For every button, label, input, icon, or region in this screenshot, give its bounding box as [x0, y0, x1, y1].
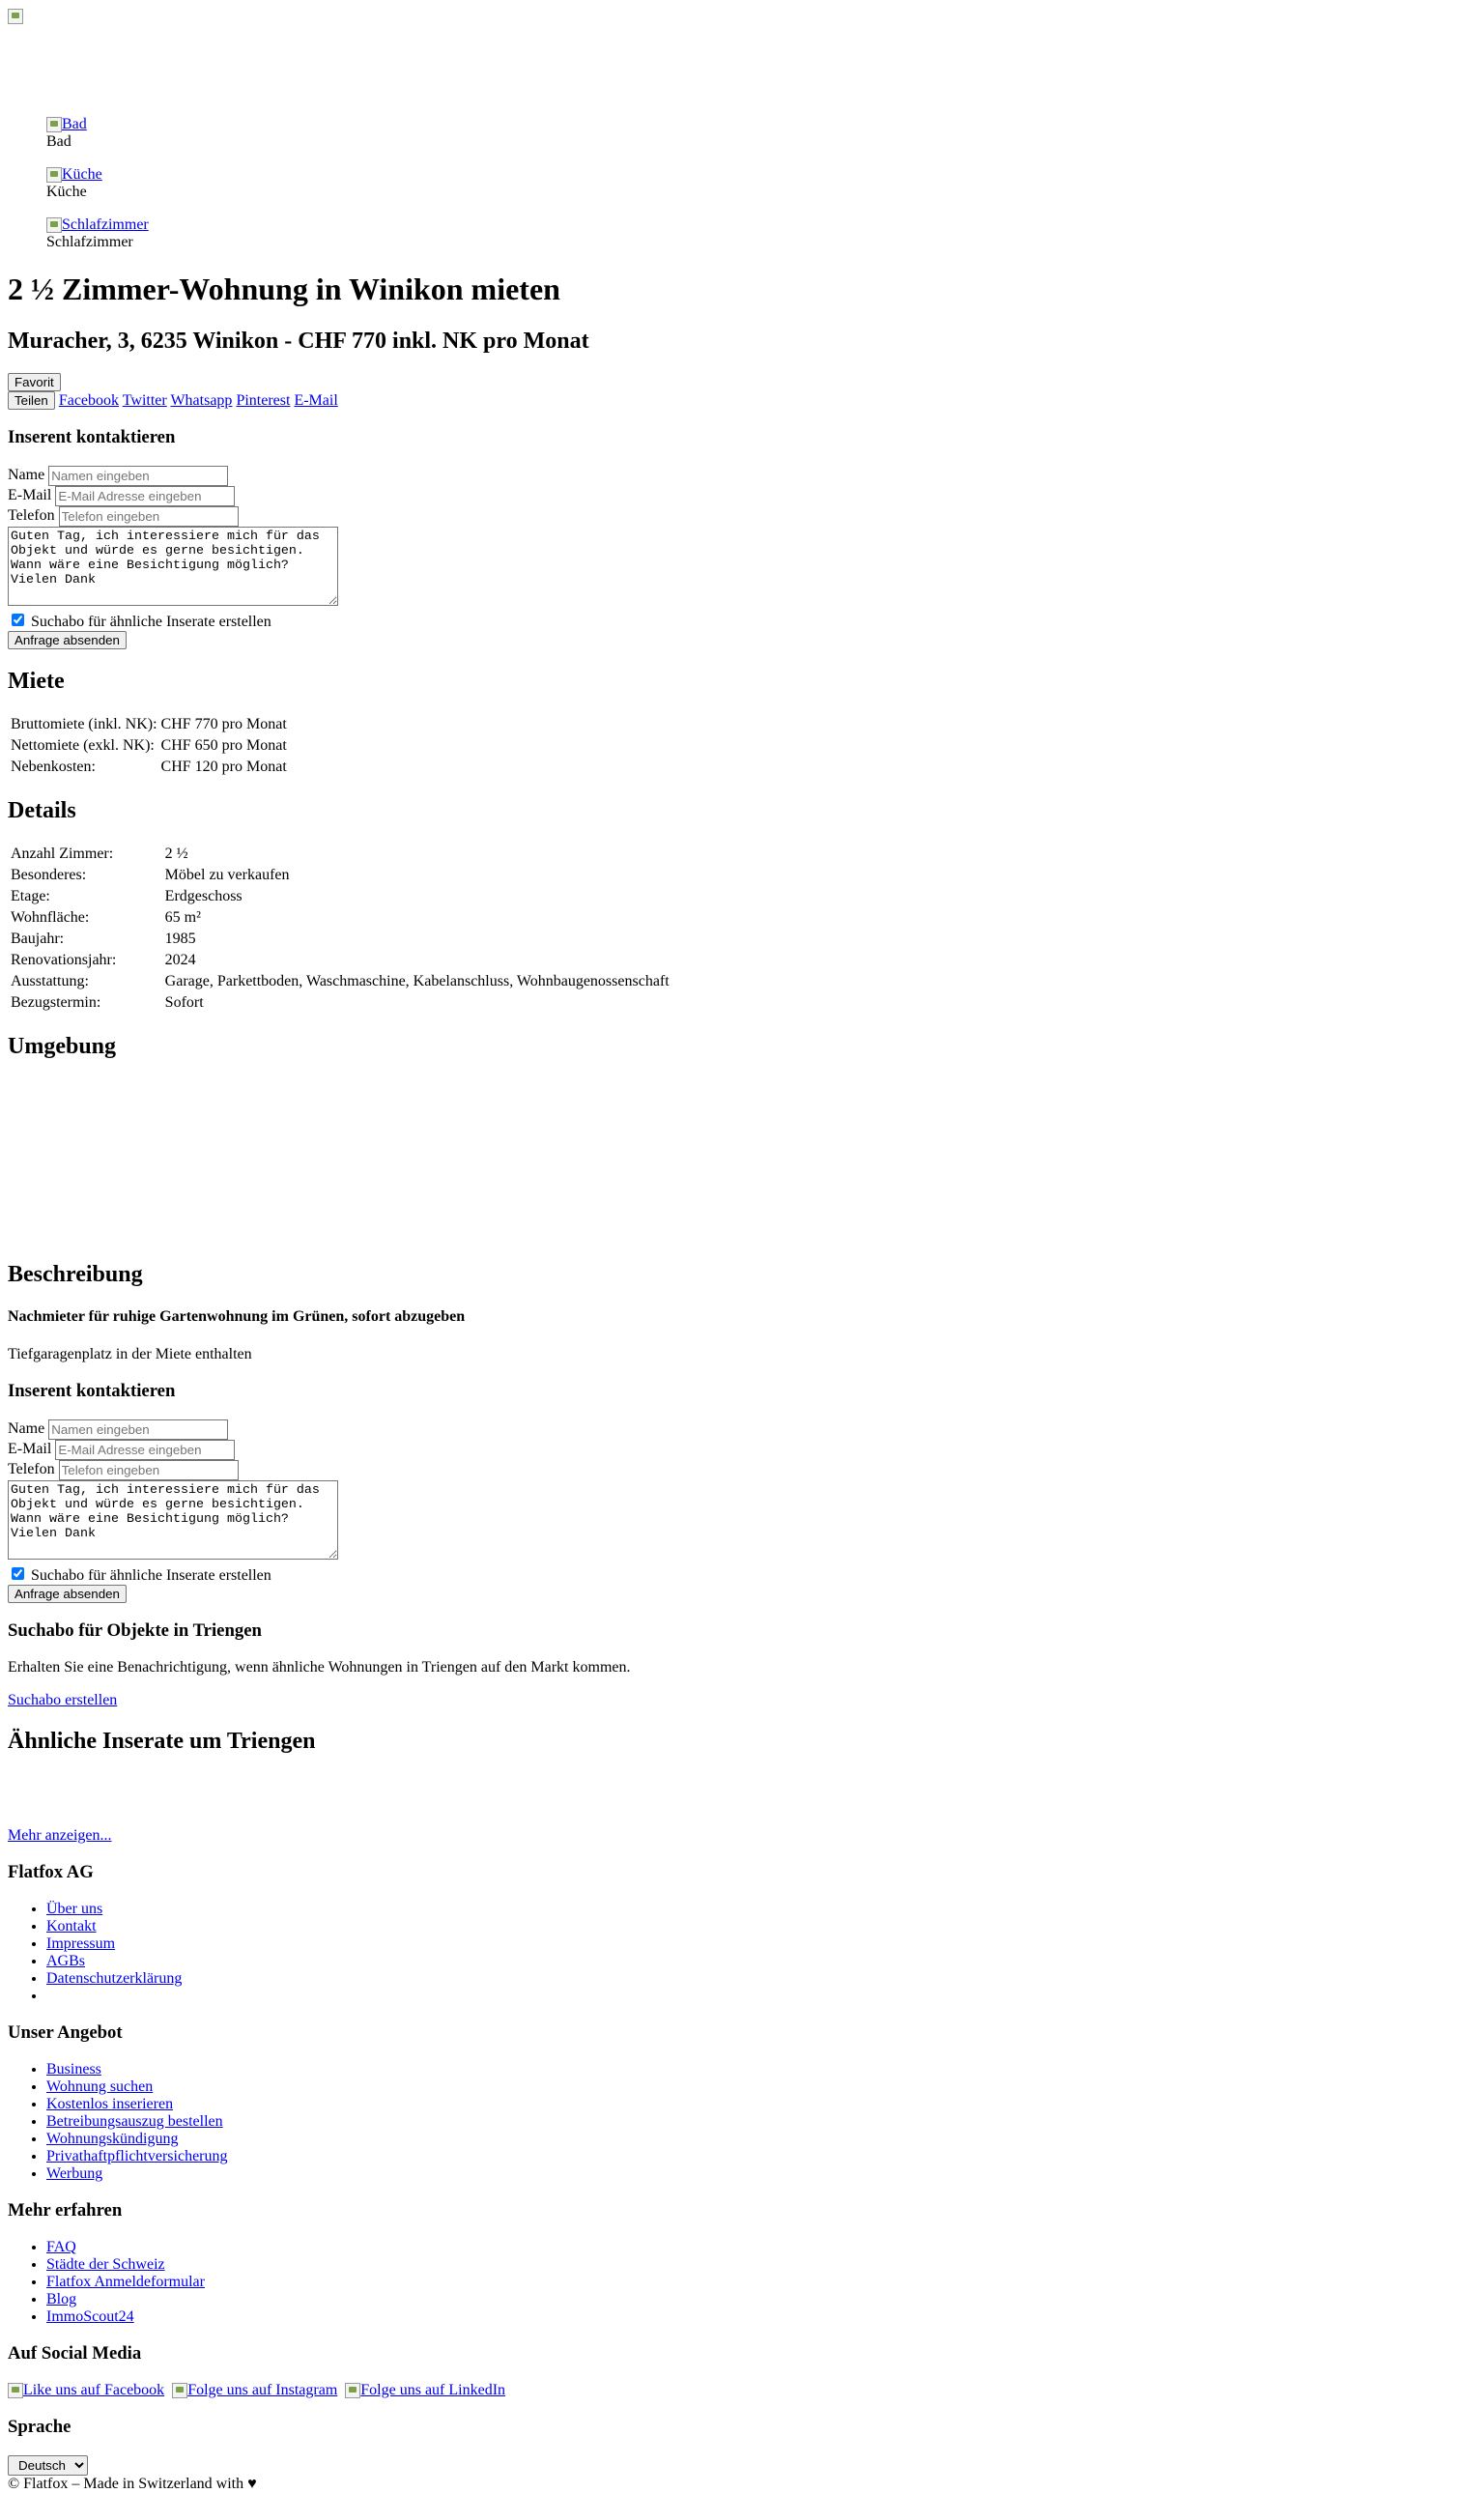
- gallery-image-alt[interactable]: Bad: [62, 116, 87, 132]
- message-row: [8, 1480, 1476, 1564]
- list-item: [46, 1918, 1476, 1935]
- terms-link[interactable]: AGBs: [46, 1953, 86, 1969]
- name-label: Name: [8, 1420, 45, 1438]
- logo[interactable]: [8, 8, 1476, 25]
- details-value: Erdgeschoss: [164, 888, 243, 904]
- table-row: [10, 736, 288, 756]
- phone-row: [8, 506, 1476, 527]
- email-input[interactable]: [55, 486, 235, 506]
- rent-heading: Miete: [8, 669, 65, 694]
- footer-company-heading: Flatfox AG: [8, 1862, 94, 1882]
- list-item: [46, 2131, 1476, 2148]
- list-item: [46, 1901, 1476, 1918]
- footer-social-heading: Auf Social Media: [8, 2343, 142, 2364]
- list-item-empty: [46, 1988, 1476, 2005]
- share-facebook-link[interactable]: Facebook: [58, 392, 120, 409]
- message-row: [8, 527, 1476, 611]
- subscribe-label[interactable]: Suchabo für ähnliche Inserate erstellen: [31, 1567, 271, 1584]
- gallery-link-bad[interactable]: [46, 116, 87, 132]
- email-row: [8, 486, 1476, 506]
- rent-label: Bruttomiete (inkl. NK):: [11, 716, 157, 732]
- list-item: [46, 2148, 1476, 2165]
- social-links: [8, 2382, 1476, 2399]
- table-row: [10, 908, 881, 928]
- facebook-icon[interactable]: [8, 2383, 23, 2398]
- list-item: [46, 2096, 1476, 2113]
- contact-link[interactable]: Kontakt: [46, 1918, 97, 1934]
- liability-insurance-link[interactable]: Privathaftpflichtversicherung: [46, 2148, 228, 2164]
- details-value: 65 m²: [164, 909, 201, 926]
- copyright: [8, 2476, 1476, 2493]
- footer-learn-links: [8, 2239, 1476, 2326]
- description-text: Tiefgaragenplatz in der Miete enthalten: [8, 1346, 252, 1362]
- share-twitter-link[interactable]: Twitter: [122, 392, 167, 409]
- list-item: [46, 2256, 1476, 2274]
- favorite-button[interactable]: Favorit: [8, 373, 61, 391]
- imprint-link[interactable]: Impressum: [46, 1935, 116, 1952]
- show-more-row: [8, 1827, 1476, 1845]
- page: [0, 8, 1484, 2493]
- rent-value: CHF 650 pro Monat: [160, 737, 287, 754]
- table-row: [10, 715, 288, 734]
- broken-image-icon[interactable]: [46, 167, 62, 183]
- details-label: Wohnfläche:: [11, 909, 90, 926]
- privacy-link[interactable]: Datenschutzerklärung: [46, 1970, 183, 1987]
- email-label: E-Mail: [8, 487, 52, 504]
- rent-value: CHF 120 pro Monat: [160, 759, 287, 775]
- business-link[interactable]: Business: [46, 2061, 101, 2078]
- name-row: [8, 466, 1476, 486]
- rent-label: Nebenkosten:: [11, 759, 96, 775]
- table-row: [10, 930, 881, 949]
- map-area[interactable]: [8, 1078, 1476, 1243]
- submit-request-button[interactable]: Anfrage absenden: [8, 1585, 127, 1603]
- details-heading: Details: [8, 798, 76, 823]
- details-label: Ausstattung:: [11, 973, 89, 989]
- table-row: [10, 845, 881, 864]
- subscribe-label[interactable]: Suchabo für ähnliche Inserate erstellen: [31, 614, 271, 630]
- list-item: [46, 2165, 1476, 2183]
- contact-form-bottom: [8, 1381, 1476, 1603]
- details-value: 2 ½: [164, 845, 188, 862]
- share-whatsapp-link[interactable]: Whatsapp: [170, 392, 233, 409]
- list-item: [46, 1935, 1476, 1953]
- broken-image-icon[interactable]: [46, 117, 62, 132]
- phone-row: [8, 1460, 1476, 1480]
- gallery-item-kueche: [46, 166, 1476, 201]
- list-item: [46, 1953, 1476, 1970]
- subscribe-checkbox[interactable]: [12, 614, 24, 626]
- submit-row: [8, 1585, 1476, 1603]
- details-value: 2024: [164, 952, 196, 968]
- details-label: Bezugstermin:: [11, 994, 101, 1011]
- list-item: [46, 1970, 1476, 1988]
- copyright-text: © Flatfox – Made in Switzerland with ♥: [8, 2476, 257, 2492]
- gallery-link-kueche[interactable]: [46, 166, 102, 183]
- details-table: [8, 843, 883, 1015]
- similar-heading: Ähnliche Inserate um Triengen: [8, 1729, 316, 1754]
- phone-input[interactable]: [59, 1460, 239, 1480]
- share-bar: [8, 391, 1476, 410]
- about-link[interactable]: Über uns: [46, 1901, 103, 1917]
- gallery-caption: Küche: [46, 184, 87, 200]
- surroundings-heading: Umgebung: [8, 1034, 117, 1059]
- search-subscription-link-row: [8, 1692, 1476, 1709]
- list-item: [46, 2274, 1476, 2291]
- rent-table: [8, 713, 290, 779]
- similar-listings: [8, 1773, 1476, 1812]
- list-item: [46, 2113, 1476, 2131]
- registration-form-link[interactable]: Flatfox Anmeldeformular: [46, 2274, 205, 2290]
- gallery-caption: Bad: [46, 133, 71, 150]
- free-listing-link[interactable]: Kostenlos inserieren: [46, 2096, 174, 2112]
- rent-value: CHF 770 pro Monat: [160, 716, 287, 732]
- linkedin-social-link[interactable]: [345, 2382, 505, 2398]
- instagram-link-label[interactable]: Folge uns auf Instagram: [187, 2382, 338, 2398]
- details-value: 1985: [164, 931, 196, 947]
- phone-label: Telefon: [8, 507, 55, 525]
- name-label: Name: [8, 467, 45, 484]
- list-item: [46, 2308, 1476, 2326]
- footer-offer-links: [8, 2061, 1476, 2183]
- image-gallery: [46, 116, 1476, 251]
- contact-heading: Inserent kontaktieren: [8, 1381, 176, 1401]
- details-label: Etage:: [11, 888, 50, 904]
- footer-learn-heading: Mehr erfahren: [8, 2200, 123, 2221]
- list-item: [46, 2078, 1476, 2096]
- submit-row: [8, 631, 1476, 649]
- facebook-link-label[interactable]: Like uns auf Facebook: [23, 2382, 165, 2398]
- instagram-icon[interactable]: [172, 2383, 187, 2398]
- contact-heading: Inserent kontaktieren: [8, 427, 176, 447]
- subscribe-row: [8, 1564, 1476, 1585]
- show-more-link[interactable]: Mehr anzeigen...: [8, 1827, 112, 1844]
- share-email-link[interactable]: E-Mail: [294, 392, 338, 409]
- table-row: [10, 887, 881, 906]
- listing-title: 2 ½ Zimmer-Wohnung in Winikon mieten: [8, 272, 560, 306]
- gallery-caption: Schlafzimmer: [46, 234, 133, 250]
- cities-link[interactable]: Städte der Schweiz: [46, 2256, 165, 2273]
- details-value: Garage, Parkettboden, Waschmaschine, Kabelanschluss, Wohnbaugenossenschaft: [164, 973, 670, 989]
- language-select[interactable]: [8, 2455, 88, 2476]
- logo-image-icon[interactable]: [8, 9, 23, 24]
- subscribe-checkbox[interactable]: [12, 1567, 24, 1580]
- instagram-social-link[interactable]: [172, 2382, 337, 2398]
- share-pinterest-link[interactable]: Pinterest: [236, 392, 291, 409]
- blog-link[interactable]: Blog: [46, 2291, 77, 2307]
- immoscout-link[interactable]: ImmoScout24: [46, 2308, 134, 2325]
- termination-link[interactable]: Wohnungskündigung: [46, 2131, 179, 2147]
- submit-request-button[interactable]: Anfrage absenden: [8, 631, 127, 649]
- footer-language-heading: Sprache: [8, 2417, 71, 2437]
- list-item: [46, 2239, 1476, 2256]
- footer: [8, 1862, 1476, 2493]
- details-label: Anzahl Zimmer:: [11, 845, 114, 862]
- details-value: Sofort: [164, 994, 204, 1011]
- name-row: [8, 1419, 1476, 1440]
- details-value: Möbel zu verkaufen: [164, 867, 290, 883]
- subscribe-row: [8, 611, 1476, 631]
- email-label: E-Mail: [8, 1441, 52, 1458]
- message-textarea[interactable]: [8, 1480, 338, 1560]
- name-input[interactable]: [48, 466, 228, 486]
- details-label: Renovationsjahr:: [11, 952, 117, 968]
- search-subscription-heading: Suchabo für Objekte in Triengen: [8, 1620, 262, 1641]
- list-item: [46, 2291, 1476, 2308]
- debt-extract-link[interactable]: Betreibungsauszug bestellen: [46, 2113, 223, 2130]
- gallery-image-alt[interactable]: Küche: [62, 166, 102, 183]
- phone-label: Telefon: [8, 1461, 55, 1478]
- search-apartment-link[interactable]: Wohnung suchen: [46, 2078, 154, 2095]
- phone-input[interactable]: [59, 506, 239, 527]
- table-row: [10, 951, 881, 970]
- search-subscription-text: Erhalten Sie eine Benachrichtigung, wenn ähnliche Wohnungen in Triengen auf den Markt kommen.: [8, 1659, 631, 1676]
- email-row: [8, 1440, 1476, 1460]
- advertising-link[interactable]: Werbung: [46, 2165, 103, 2182]
- name-input[interactable]: [48, 1419, 228, 1440]
- share-button[interactable]: Teilen: [8, 391, 55, 410]
- details-label: Besonderes:: [11, 867, 87, 883]
- table-row: [10, 866, 881, 885]
- facebook-social-link[interactable]: [8, 2382, 164, 2398]
- email-input[interactable]: [55, 1440, 235, 1460]
- gallery-link-schlafzimmer[interactable]: [46, 216, 149, 233]
- table-row: [10, 972, 881, 991]
- gallery-item-bad: [46, 116, 1476, 151]
- contact-form-top: [8, 427, 1476, 649]
- message-textarea[interactable]: [8, 527, 338, 606]
- description-heading: Beschreibung: [8, 1262, 143, 1287]
- linkedin-icon[interactable]: [345, 2383, 360, 2398]
- footer-company-links: [8, 1901, 1476, 2005]
- rent-label: Nettomiete (exkl. NK):: [11, 737, 155, 754]
- faq-link[interactable]: FAQ: [46, 2239, 76, 2255]
- gallery-item-schlafzimmer: [46, 216, 1476, 251]
- listing-subtitle: Muracher, 3, 6235 Winikon - CHF 770 inkl. NK pro Monat: [8, 329, 589, 354]
- footer-offer-heading: Unser Angebot: [8, 2022, 123, 2043]
- action-bar: [8, 373, 1476, 391]
- table-row: [10, 758, 288, 777]
- broken-image-icon[interactable]: [46, 217, 62, 233]
- table-row: [10, 993, 881, 1013]
- list-item: [46, 2061, 1476, 2078]
- linkedin-link-label[interactable]: Folge uns auf LinkedIn: [360, 2382, 506, 2398]
- create-search-subscription-link[interactable]: Suchabo erstellen: [8, 1692, 118, 1708]
- description-title: Nachmieter für ruhige Gartenwohnung im Grünen, sofort abzugeben: [8, 1308, 466, 1325]
- gallery-image-alt[interactable]: Schlafzimmer: [62, 216, 149, 233]
- language-row: [8, 2455, 1476, 2476]
- details-label: Baujahr:: [11, 931, 65, 947]
